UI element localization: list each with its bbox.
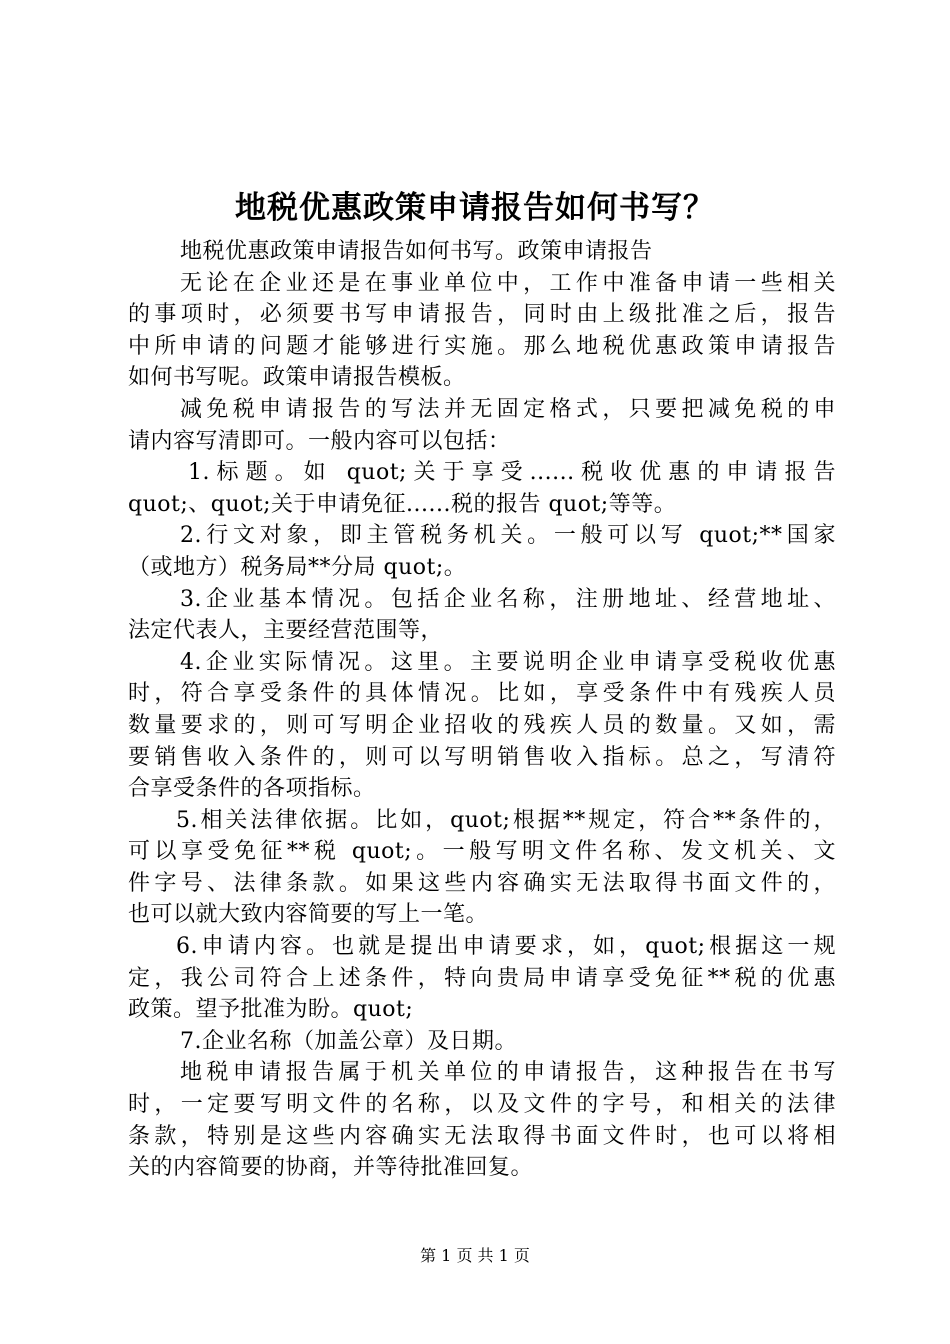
- body-line: 地税申请报告属于机关单位的申请报告，这种报告在书写: [180, 1060, 836, 1086]
- body-line: 法定代表人，主要经营范围等，: [128, 618, 444, 644]
- body-line: 1.标题。如 quot;关于享受......税收优惠的申请报告: [188, 460, 836, 486]
- body-line: 要销售收入条件的，则可以写明销售收入指标。总之，写清符: [128, 744, 836, 770]
- body-line: 数量要求的，则可写明企业招收的残疾人员的数量。又如，需: [128, 712, 836, 738]
- body-line: 减免税申请报告的写法并无固定格式，只要把减免税的申: [180, 396, 836, 422]
- body-line: 7.企业名称（加盖公章）及日期。: [180, 1028, 517, 1054]
- body-line: 请内容写清即可。一般内容可以包括：: [128, 428, 511, 454]
- document-body: [128, 236, 836, 1184]
- body-line: 2.行文对象，即主管税务机关。一般可以写 quot;**国家: [180, 523, 836, 549]
- body-line: 5.相关法律依据。比如，quot;根据**规定，符合**条件的，: [176, 807, 836, 833]
- body-line: 关的内容简要的协商，并等待批准回复。: [128, 1155, 534, 1181]
- body-line: quot;、quot;关于申请免征......税的报告 quot;等等。: [128, 491, 677, 517]
- body-line: 中所申请的问题才能够进行实施。那么地税优惠政策申请报告: [128, 333, 836, 359]
- body-line: 地税优惠政策申请报告如何书写。政策申请报告: [180, 239, 653, 264]
- body-line: 如何书写呢。政策申请报告模板。: [128, 365, 466, 391]
- page-footer: 第 1 页 共 1 页: [420, 1246, 530, 1265]
- page-title: 地税优惠政策申请报告如何书写？: [235, 190, 715, 226]
- body-line: 6.申请内容。也就是提出申请要求，如，quot;根据这一规: [176, 934, 836, 960]
- body-line: 也可以就大致内容简要的写上一笔。: [128, 902, 489, 928]
- body-line: 条款，特别是这些内容确实无法取得书面文件时，也可以将相: [128, 1123, 836, 1149]
- body-line: 政策。望予批准为盼。quot;: [128, 997, 414, 1023]
- body-line: 件字号、法律条款。如果这些内容确实无法取得书面文件的，: [128, 870, 836, 896]
- body-line: 时，一定要写明文件的名称，以及文件的字号，和相关的法律: [128, 1092, 836, 1118]
- body-line: 时，符合享受条件的具体情况。比如，享受条件中有残疾人员: [128, 681, 836, 707]
- body-line: 4.企业实际情况。这里。主要说明企业申请享受税收优惠: [180, 649, 836, 675]
- body-line: 定，我公司符合上述条件，特向贵局申请享受免征**税的优惠: [128, 965, 836, 991]
- body-line: 可以享受免征**税 quot;。一般写明文件名称、发文机关、文: [128, 839, 836, 865]
- body-line: （或地方）税务局**分局 quot;。: [128, 554, 467, 580]
- body-line: 合享受条件的各项指标。: [128, 776, 376, 802]
- body-line: 3.企业基本情况。包括企业名称，注册地址、经营地址、: [180, 586, 836, 612]
- body-line: 的事项时，必须要书写申请报告，同时由上级批准之后，报告: [128, 302, 836, 328]
- body-line: 无论在企业还是在事业单位中，工作中准备申请一些相关: [180, 270, 836, 296]
